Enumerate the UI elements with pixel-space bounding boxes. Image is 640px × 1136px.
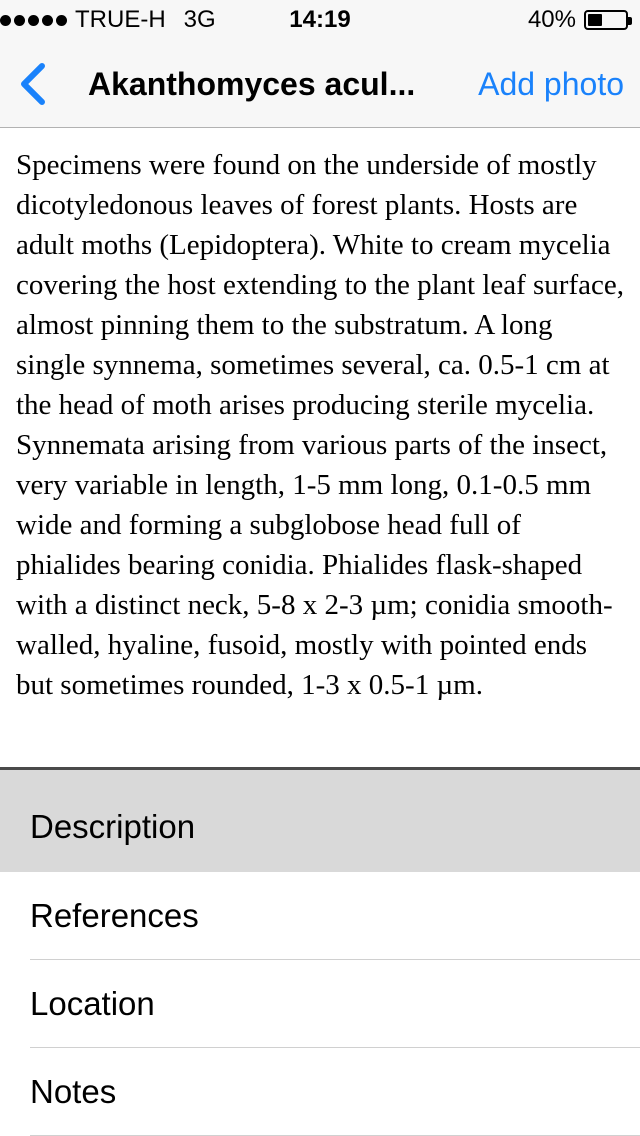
menu-item-location[interactable] [0,960,640,1048]
back-button[interactable] [10,54,54,114]
menu-item-label: References [30,897,199,934]
menu-item-label: Description [30,808,196,845]
status-time: 14:19 [289,6,351,33]
network-type: 3G [183,6,216,33]
menu-item-references[interactable] [0,872,640,960]
menu-item-label: Location [30,985,155,1022]
battery-percent: 40% [527,6,576,33]
navigation-bar [0,40,640,128]
description-content[interactable] [0,129,640,767]
menu-item-description[interactable] [0,770,640,872]
section-menu [0,770,640,1136]
battery-icon [584,10,628,30]
status-bar [0,0,640,40]
description-text: Specimens were found on the underside of mostly dicotyledonous leaves of forest plants. Hosts are adult moths (Lepidoptera). White to cream mycelia covering the host extending to the plant leaf surface, almost pinning them to the substratum. A long single synnema, sometimes several, ca. 0.5-1 cm at the head of moth arises producing sterile mycelia. Synnemata arising from various parts of the insect, very variable in length, 1-5 mm long, 0.1-0.5 mm wide and forming a subglobose head full of phialides bearing conidia. Phialides flask-shaped with a distinct neck, 5-8 x 2-3 µm; conidia smooth-walled, hyaline, fusoid, mostly with pointed ends but sometimes rounded, 1-3 x 0.5-1 µm. [16,149,624,701]
menu-item-label: Notes [30,1073,117,1110]
status-right [528,0,628,40]
chevron-left-icon [18,62,46,106]
add-photo-button[interactable]: Add photo [478,66,624,102]
page-title: Akanthomyces acul... [88,66,416,102]
menu-item-notes[interactable] [0,1048,640,1136]
battery-level [588,14,602,26]
carrier-name: TRUE-H [75,6,166,33]
